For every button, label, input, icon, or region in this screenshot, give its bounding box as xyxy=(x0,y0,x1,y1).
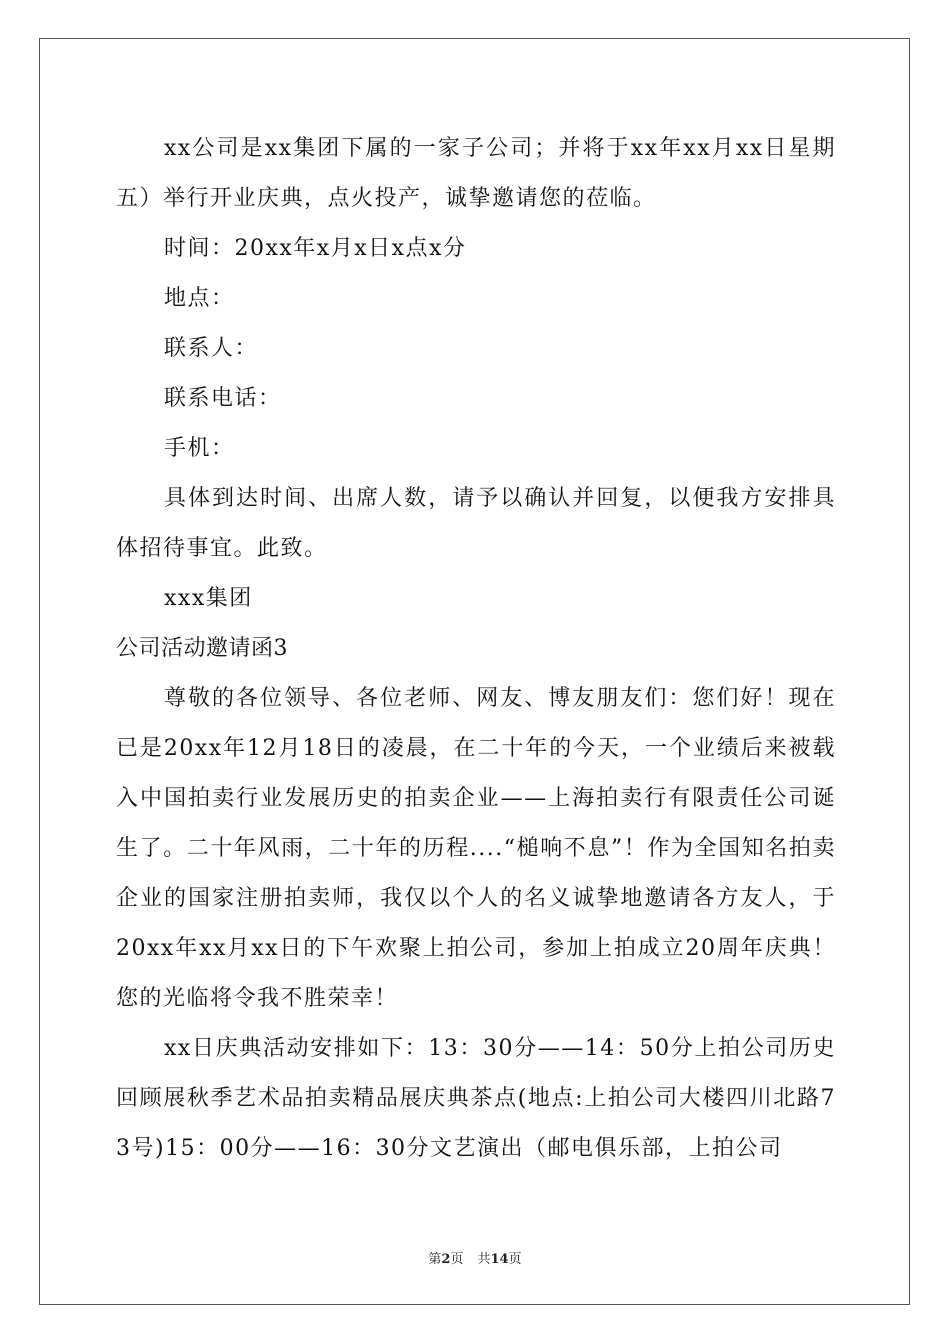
total-suffix: 页 xyxy=(508,1252,522,1267)
time-line: 时间：20xx年x月x日x点x分 xyxy=(164,236,467,261)
page-prefix: 第 xyxy=(428,1252,442,1267)
section-heading: 公司活动邀请函3 xyxy=(116,636,288,661)
invitation-paragraph: 尊敬的各位领导、各位老师、网友、博友朋友们：您们好！现在已是20xx年12月18日的凌晨，在二十年的今天，一个业绩后来被载入中国拍卖行业发展历史的拍卖企业——上海拍卖行有限责任公司诞生了。二十年风雨，二十年的历程....“槌响不息”！作为全国知名拍卖企业的国家注册拍卖师，我仅以个人的名义诚挚地邀请各方友人，于20xx年xx月xx日的下午欢聚上拍公司，参加上拍成立20周年庆典！您的光临将令我不胜荣幸！ xyxy=(116,686,836,1011)
contact-phone-line: 联系电话： xyxy=(164,386,282,411)
intro-paragraph: xx公司是xx集团下属的一家子公司；并将于xx年xx月xx日星期五）举行开业庆典，点火投产，诚挚邀请您的莅临。 xyxy=(116,136,836,211)
mobile-line: 手机： xyxy=(164,436,235,461)
page-current: 2 xyxy=(441,1252,451,1267)
total-prefix: 共 xyxy=(477,1252,491,1267)
signature-line: xxx集团 xyxy=(164,586,253,611)
document-body xyxy=(116,124,836,1174)
page-suffix: 页 xyxy=(450,1252,464,1267)
location-line: 地点： xyxy=(164,286,235,311)
page-footer xyxy=(0,1248,950,1267)
confirmation-paragraph: 具体到达时间、出席人数，请予以确认并回复，以便我方安排具体招待事宜。此致。 xyxy=(116,486,836,561)
page-total: 14 xyxy=(490,1252,509,1267)
contact-person-line: 联系人： xyxy=(164,336,259,361)
schedule-paragraph: xx日庆典活动安排如下：13：30分——14：50分上拍公司历史回顾展秋季艺术品拍卖精品展庆典茶点(地点:上拍公司大楼四川北路73号)15：00分——16：30分文艺演出（邮电俱乐部，上拍公司 xyxy=(116,1036,836,1161)
